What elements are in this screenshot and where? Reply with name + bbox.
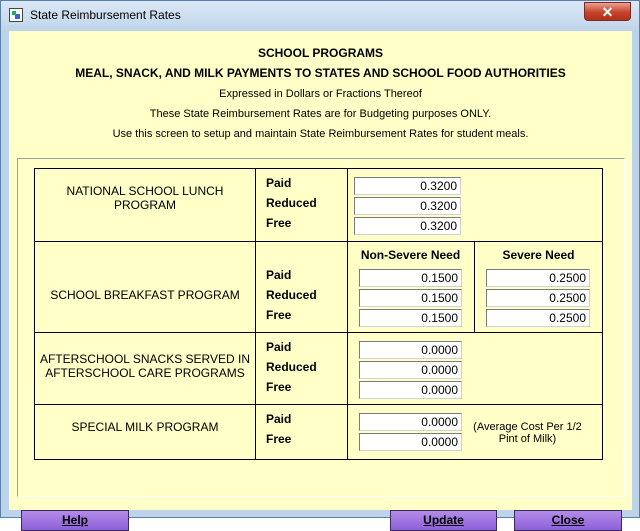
- breakfast-free-label: Free: [266, 308, 292, 322]
- subheading-budgeting: These State Reimbursement Rates are for Budgeting purposes ONLY.: [149, 108, 492, 120]
- snacks-paid-label: Paid: [266, 340, 292, 354]
- breakfast-severe-reduced-input[interactable]: [486, 289, 590, 307]
- lunch-free-input[interactable]: [354, 217, 461, 235]
- window-close-button[interactable]: ✕: [584, 2, 631, 21]
- breakfast-paid-label: Paid: [266, 268, 292, 282]
- lunch-paid-label: Paid: [266, 176, 292, 190]
- milk-free-input[interactable]: [359, 433, 462, 451]
- heading-payments: MEAL, SNACK, AND MILK PAYMENTS TO STATES AND SCHOOL FOOD AUTHORITIES: [75, 66, 566, 80]
- breakfast-program-name: SCHOOL BREAKFAST PROGRAM: [50, 288, 240, 302]
- lunch-reduced-label: Reduced: [266, 196, 317, 210]
- milk-paid-label: Paid: [266, 412, 292, 426]
- breakfast-reduced-label: Reduced: [266, 288, 317, 302]
- breakfast-severe-paid-input[interactable]: [486, 269, 590, 287]
- column-divider: [255, 169, 256, 459]
- help-button[interactable]: Help: [21, 510, 129, 531]
- row-divider: [35, 241, 602, 242]
- window-title: State Reimbursement Rates: [30, 8, 181, 22]
- app-icon: [9, 8, 23, 22]
- row-divider: [35, 332, 602, 333]
- lunch-reduced-input[interactable]: [354, 197, 461, 215]
- close-button[interactable]: Close: [514, 510, 622, 531]
- subheading-instructions: Use this screen to setup and maintain State Reimbursement Rates for student meals.: [112, 128, 529, 140]
- snacks-program-name: AFTERSCHOOL SNACKS SERVED IN AFTERSCHOOL CARE PROGRAMS: [39, 352, 251, 380]
- non-severe-need-header: Non-Severe Need: [360, 248, 461, 262]
- heading-school-programs: SCHOOL PROGRAMS: [257, 46, 384, 60]
- snacks-paid-input[interactable]: [359, 341, 462, 359]
- rates-table: [34, 168, 603, 460]
- lunch-program-name: NATIONAL SCHOOL LUNCH PROGRAM: [66, 184, 224, 212]
- breakfast-nonsevere-free-input[interactable]: [359, 309, 462, 327]
- lunch-free-label: Free: [266, 216, 292, 230]
- snacks-reduced-label: Reduced: [266, 360, 317, 374]
- milk-cost-note: (Average Cost Per 1/2 Pint of Milk): [473, 421, 582, 445]
- breakfast-nonsevere-reduced-input[interactable]: [359, 289, 462, 307]
- snacks-free-input[interactable]: [359, 381, 462, 399]
- milk-paid-input[interactable]: [359, 413, 462, 431]
- row-divider: [35, 404, 602, 405]
- breakfast-severe-free-input[interactable]: [486, 309, 590, 327]
- lunch-paid-input[interactable]: [354, 177, 461, 195]
- breakfast-nonsevere-paid-input[interactable]: [359, 269, 462, 287]
- severe-need-header: Severe Need: [502, 248, 575, 262]
- snacks-reduced-input[interactable]: [359, 361, 462, 379]
- title-bar[interactable]: [1, 1, 639, 31]
- update-button[interactable]: Update: [390, 510, 497, 531]
- milk-program-name: SPECIAL MILK PROGRAM: [71, 420, 219, 434]
- column-divider: [347, 169, 348, 459]
- subheading-expressed: Expressed in Dollars or Fractions Thereof: [219, 88, 422, 100]
- snacks-free-label: Free: [266, 380, 292, 394]
- milk-free-label: Free: [266, 432, 292, 446]
